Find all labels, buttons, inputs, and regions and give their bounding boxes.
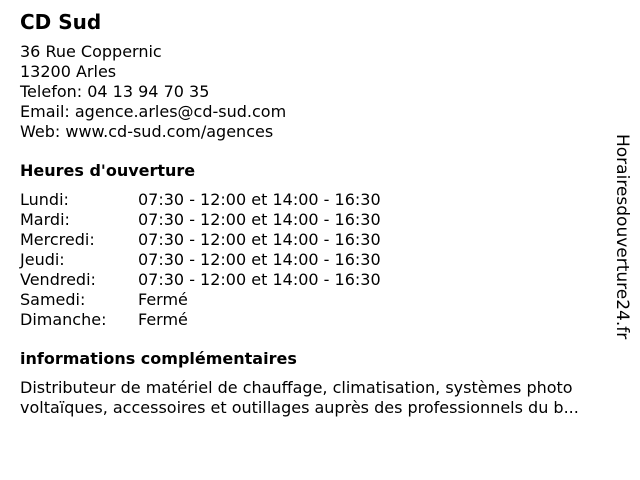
day-hours: 07:30 - 12:00 et 14:00 - 16:30 <box>138 210 381 229</box>
store-name: CD Sud <box>20 10 102 34</box>
day-label: Jeudi: <box>20 250 65 269</box>
description-line: voltaïques, accessoires et outillages auprès des professionnels du b... <box>20 398 579 417</box>
web-line: Web: www.cd-sud.com/agences <box>20 122 274 141</box>
opening-hours-heading: Heures d'ouverture <box>20 161 196 180</box>
day-hours: 07:30 - 12:00 et 14:00 - 16:30 <box>138 190 381 209</box>
hours-row-saturday <box>20 290 620 310</box>
day-hours: 07:30 - 12:00 et 14:00 - 16:30 <box>138 250 381 269</box>
day-hours: 07:30 - 12:00 et 14:00 - 16:30 <box>138 230 381 249</box>
description-line: Distributeur de matériel de chauffage, climatisation, systèmes photo <box>20 378 573 397</box>
site-watermark: Horairesdouverture24.fr <box>612 134 632 340</box>
address-city: 13200 Arles <box>20 62 117 81</box>
hours-row-friday <box>20 270 620 290</box>
info-description <box>20 378 620 418</box>
day-label: Lundi: <box>20 190 69 209</box>
day-label: Mardi: <box>20 210 70 229</box>
day-label: Dimanche: <box>20 310 107 329</box>
day-hours: Fermé <box>138 310 188 329</box>
hours-row-sunday <box>20 310 620 330</box>
day-hours: Fermé <box>138 290 188 309</box>
day-hours: 07:30 - 12:00 et 14:00 - 16:30 <box>138 270 381 289</box>
opening-hours-table <box>20 190 620 330</box>
hours-row-thursday <box>20 250 620 270</box>
hours-row-monday <box>20 190 620 210</box>
day-label: Samedi: <box>20 290 86 309</box>
phone-line: Telefon: 04 13 94 70 35 <box>20 82 210 101</box>
contact-block <box>20 42 620 142</box>
address-street: 36 Rue Coppernic <box>20 42 162 61</box>
email-line: Email: agence.arles@cd-sud.com <box>20 102 287 121</box>
hours-row-wednesday <box>20 230 620 250</box>
day-label: Vendredi: <box>20 270 96 289</box>
hours-row-tuesday <box>20 210 620 230</box>
day-label: Mercredi: <box>20 230 95 249</box>
store-card <box>20 10 620 418</box>
info-heading: informations complémentaires <box>20 349 297 368</box>
